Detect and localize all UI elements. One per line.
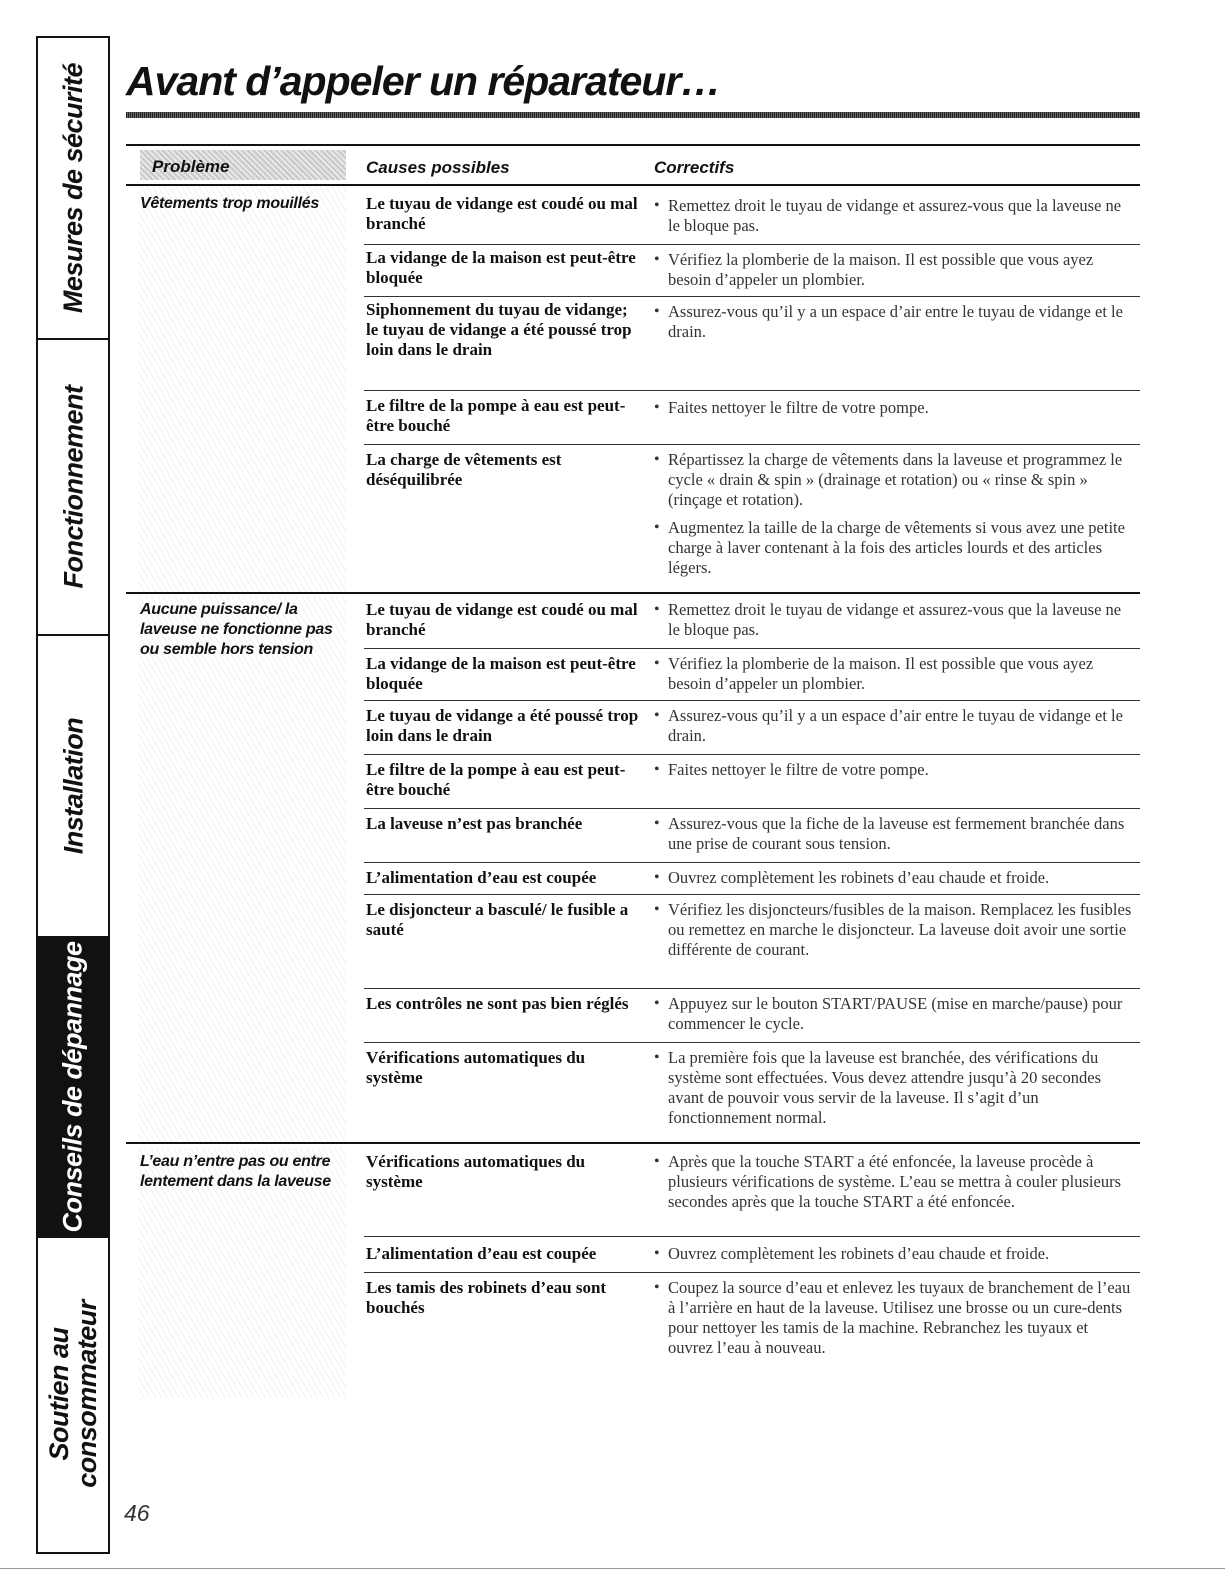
tab-conseils-de-depannage[interactable]: [38, 938, 108, 1238]
section-divider: [126, 1142, 1140, 1144]
cause: Le tuyau de vidange est coudé ou mal branché: [366, 194, 638, 233]
row-divider: [364, 988, 1140, 989]
cause: L’alimentation d’eau est coupée: [366, 868, 597, 887]
fix: • La première fois que la laveuse est branchée, des vérifications du système sont effectuées. Vous devez attendre jusqu’à 20 secondes avant de pouvoir vous servir de la laveuse. Il s’agit d’un fonctionnement normal.: [654, 1048, 1102, 1127]
tab-label: Mesures de sécurité: [58, 62, 88, 314]
cause: Vérifications automatiques du système: [366, 1048, 586, 1087]
fix: • Assurez-vous qu’il y a un espace d’air entre le tuyau de vidange et le drain.: [654, 706, 1123, 745]
tab-mesures-de-securite[interactable]: [38, 38, 108, 340]
cause: Les tamis des robinets d’eau sont bouchés: [366, 1278, 607, 1317]
fix: • Ouvrez complètement les robinets d’eau chaude et froide.: [654, 868, 1050, 887]
fix: • Remettez droit le tuyau de vidange et assurez-vous que la laveuse ne le bloque pas.: [654, 600, 1122, 639]
fix: • Assurez-vous qu’il y a un espace d’air entre le tuyau de vidange et le drain.: [654, 302, 1123, 341]
fix: • Vérifiez la plomberie de la maison. Il est possible que vous ayez besoin d’appeler un plombier.: [654, 654, 1094, 693]
tab-soutien-au-consommateur[interactable]: [38, 1238, 108, 1550]
fix: • Ouvrez complètement les robinets d’eau chaude et froide.: [654, 1244, 1050, 1263]
fix: • Après que la touche START a été enfoncée, la laveuse procède à plusieurs vérifications de système. L’eau se mettra à couler plusieurs secondes après que la touche START a été enfoncée.: [654, 1152, 1122, 1211]
row-divider: [364, 390, 1140, 391]
tab-fonctionnement[interactable]: [38, 340, 108, 636]
row-divider: [364, 808, 1140, 809]
title-rule: [126, 112, 1140, 118]
bottom-rule: [0, 1568, 1225, 1569]
row-divider: [364, 648, 1140, 649]
tab-installation[interactable]: [38, 636, 108, 938]
row-divider: [364, 244, 1140, 245]
tab-label: Installation: [58, 717, 89, 855]
fix: • Appuyez sur le bouton START/PAUSE (mise en marche/pause) pour commencer le cycle.: [654, 994, 1123, 1033]
fixes-header: Correctifs: [654, 158, 735, 177]
row-divider: [364, 444, 1140, 445]
cause: L’alimentation d’eau est coupée: [366, 1244, 597, 1263]
cause: Les contrôles ne sont pas bien réglés: [366, 994, 629, 1013]
tab-label: Soutien au consommateur: [44, 1300, 102, 1488]
tab-label: Fonctionnement: [58, 385, 88, 589]
causes-header: Causes possibles: [366, 158, 510, 177]
cause: Vérifications automatiques du système: [366, 1152, 586, 1191]
row-divider: [364, 700, 1140, 701]
cause: Le tuyau de vidange a été poussé trop loin dans le drain: [366, 706, 639, 745]
cause: Siphonnement du tuyau de vidange; le tuyau de vidange a été poussé trop loin dans le drain: [366, 300, 632, 359]
cause: Le tuyau de vidange est coudé ou mal branché: [366, 600, 638, 639]
fix: • Assurez-vous que la fiche de la laveuse est fermement branchée dans une prise de courant sous tension.: [654, 814, 1125, 853]
cause: La charge de vêtements est déséquilibrée: [366, 450, 562, 489]
problem-shade: [138, 186, 346, 592]
side-tabs: [36, 36, 110, 1554]
row-divider: [364, 862, 1140, 863]
page-number: 46: [124, 1500, 150, 1526]
page-title: Avant d’appeler un réparateur…: [126, 58, 721, 104]
row-divider: [364, 1272, 1140, 1273]
cause: La vidange de la maison est peut-être bloquée: [366, 248, 636, 287]
cause: Le disjoncteur a basculé/ le fusible a sauté: [366, 900, 629, 939]
fix: • Répartissez la charge de vêtements dans la laveuse et programmez le cycle « drain & spin » (drainage et rotation) ou « rinse & spin » (rinçage et rotation).: [654, 450, 1123, 509]
problem-shade: [138, 596, 346, 1144]
cause: La vidange de la maison est peut-être bloquée: [366, 654, 636, 693]
problem-header: Problème: [152, 157, 230, 176]
row-divider: [364, 1236, 1140, 1237]
cause: Le filtre de la pompe à eau est peut-être bouché: [366, 760, 626, 799]
problem-label: Aucune puissance/ la laveuse ne fonctionne pas ou semble hors tension: [140, 601, 333, 658]
fix: • Vérifiez la plomberie de la maison. Il est possible que vous ayez besoin d’appeler un plombier.: [654, 250, 1094, 289]
fix: • Faites nettoyer le filtre de votre pompe.: [654, 760, 929, 779]
cause: La laveuse n’est pas branchée: [366, 814, 583, 833]
tab-label: Conseils de dépannage: [58, 941, 89, 1233]
fix: • Faites nettoyer le filtre de votre pompe.: [654, 398, 929, 417]
row-divider: [364, 1042, 1140, 1043]
fix: • Vérifiez les disjoncteurs/fusibles de la maison. Remplacez les fusibles ou remettez en marche le disjoncteur. La laveuse doit avoir une sortie différente de courant.: [654, 900, 1132, 959]
cause: Le filtre de la pompe à eau est peut-être bouché: [366, 396, 626, 435]
problem-label: L’eau n’entre pas ou entre lentement dans la laveuse: [140, 1153, 331, 1190]
row-divider: [364, 754, 1140, 755]
row-divider: [364, 894, 1140, 895]
table-header: [126, 144, 1140, 186]
section-divider: [126, 592, 1140, 594]
fix: • Coupez la source d’eau et enlevez les tuyaux de branchement de l’eau à l’arrière en haut de la laveuse. Utilisez une brosse ou un cure-dents pour nettoyer les tamis de la machine. Rebranchez les tuyaux et ouvrez l’eau à nouveau.: [654, 1278, 1131, 1357]
row-divider: [364, 296, 1140, 297]
problem-label: Vêtements trop mouillés: [140, 195, 319, 212]
fix: • Augmentez la taille de la charge de vêtements si vous avez une petite charge à laver contenant à la fois des articles lourds et des articles légers.: [654, 518, 1125, 577]
fix: • Remettez droit le tuyau de vidange et assurez-vous que la laveuse ne le bloque pas.: [654, 196, 1122, 235]
